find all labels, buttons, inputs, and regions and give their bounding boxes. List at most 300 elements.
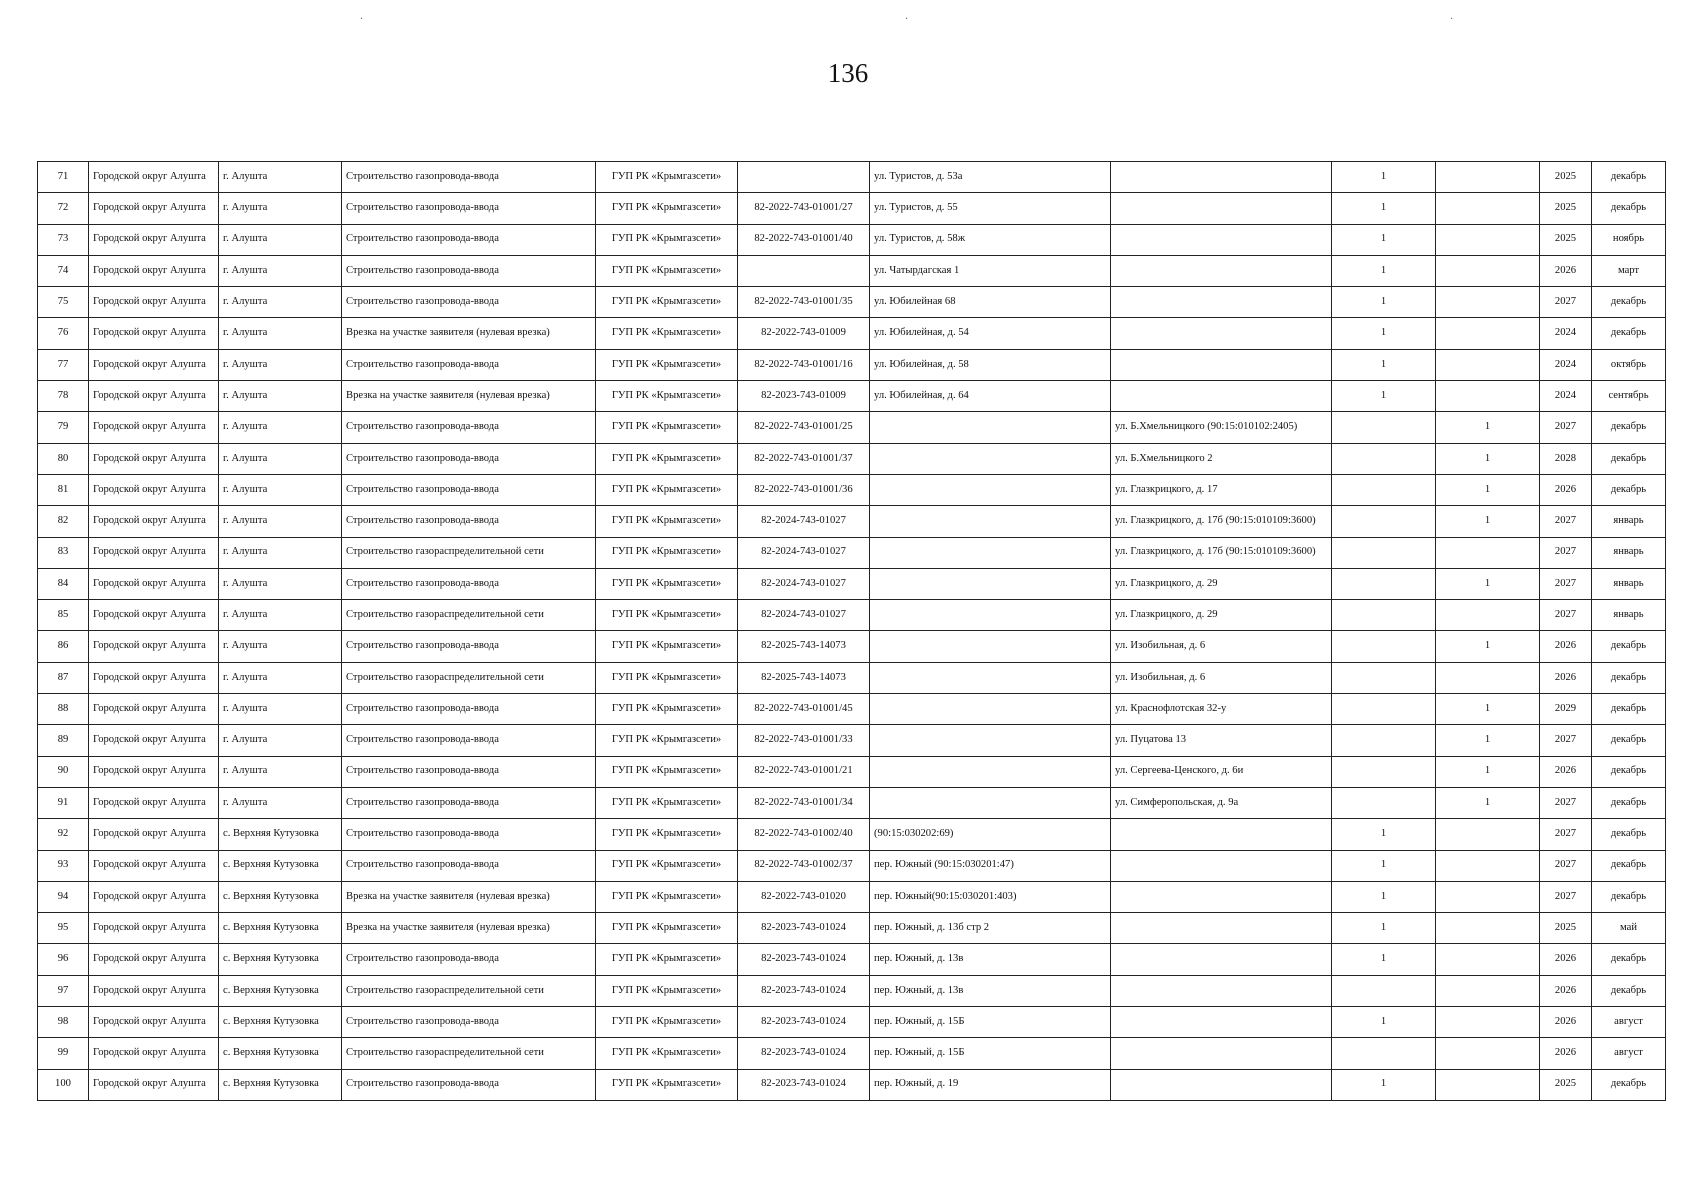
operator-cell: ГУП РК «Крымгазсети» <box>596 819 738 850</box>
address-cell <box>870 694 1111 725</box>
quantity-cell <box>1332 412 1436 443</box>
quantity-cell: 1 <box>1332 1007 1436 1038</box>
quantity-alt-cell <box>1436 975 1540 1006</box>
locality-cell: г. Алушта <box>219 349 342 380</box>
work-type-cell: Врезка на участке заявителя (нулевая врезка) <box>342 913 596 944</box>
row-number: 93 <box>38 850 89 881</box>
district-cell: Городской округ Алушта <box>89 756 219 787</box>
contract-number-cell: 82-2022-743-01002/37 <box>738 850 870 881</box>
row-number: 92 <box>38 819 89 850</box>
row-number: 79 <box>38 412 89 443</box>
quantity-cell: 1 <box>1332 287 1436 318</box>
quantity-alt-cell: 1 <box>1436 725 1540 756</box>
month-cell: май <box>1592 913 1666 944</box>
table-row <box>38 381 1666 412</box>
address-alt-cell <box>1111 881 1332 912</box>
contract-number-cell: 82-2022-743-01001/27 <box>738 193 870 224</box>
operator-cell: ГУП РК «Крымгазсети» <box>596 787 738 818</box>
quantity-alt-cell: 1 <box>1436 756 1540 787</box>
address-alt-cell <box>1111 1007 1332 1038</box>
table-row <box>38 443 1666 474</box>
month-cell: декабрь <box>1592 819 1666 850</box>
address-alt-cell: ул. Изобильная, д. 6 <box>1111 631 1332 662</box>
contract-number-cell: 82-2024-743-01027 <box>738 568 870 599</box>
quantity-alt-cell: 1 <box>1436 443 1540 474</box>
year-cell: 2024 <box>1540 381 1592 412</box>
year-cell: 2026 <box>1540 662 1592 693</box>
work-type-cell: Врезка на участке заявителя (нулевая врезка) <box>342 381 596 412</box>
operator-cell: ГУП РК «Крымгазсети» <box>596 193 738 224</box>
address-cell: ул. Юбилейная, д. 58 <box>870 349 1111 380</box>
year-cell: 2025 <box>1540 224 1592 255</box>
scan-speck: · <box>1450 14 1454 25</box>
work-type-cell: Строительство газопровода-ввода <box>342 1007 596 1038</box>
table-row <box>38 349 1666 380</box>
address-cell: ул. Туристов, д. 55 <box>870 193 1111 224</box>
address-cell: (90:15:030202:69) <box>870 819 1111 850</box>
contract-number-cell: 82-2023-743-01024 <box>738 944 870 975</box>
table-row <box>38 662 1666 693</box>
quantity-alt-cell <box>1436 287 1540 318</box>
address-cell <box>870 506 1111 537</box>
operator-cell: ГУП РК «Крымгазсети» <box>596 349 738 380</box>
work-type-cell: Строительство газопровода-ввода <box>342 193 596 224</box>
year-cell: 2027 <box>1540 725 1592 756</box>
work-type-cell: Строительство газораспределительной сети <box>342 975 596 1006</box>
quantity-alt-cell: 1 <box>1436 694 1540 725</box>
quantity-alt-cell <box>1436 1007 1540 1038</box>
address-alt-cell <box>1111 318 1332 349</box>
quantity-cell <box>1332 568 1436 599</box>
work-type-cell: Строительство газопровода-ввода <box>342 850 596 881</box>
year-cell: 2027 <box>1540 568 1592 599</box>
address-cell <box>870 631 1111 662</box>
contract-number-cell: 82-2025-743-14073 <box>738 631 870 662</box>
year-cell: 2026 <box>1540 944 1592 975</box>
quantity-cell: 1 <box>1332 819 1436 850</box>
address-cell <box>870 568 1111 599</box>
address-cell: пер. Южный, д. 15Б <box>870 1007 1111 1038</box>
work-type-cell: Строительство газораспределительной сети <box>342 662 596 693</box>
locality-cell: с. Верхняя Кутузовка <box>219 819 342 850</box>
operator-cell: ГУП РК «Крымгазсети» <box>596 255 738 286</box>
month-cell: декабрь <box>1592 412 1666 443</box>
contract-number-cell: 82-2024-743-01027 <box>738 537 870 568</box>
month-cell: август <box>1592 1038 1666 1069</box>
locality-cell: г. Алушта <box>219 318 342 349</box>
year-cell: 2027 <box>1540 600 1592 631</box>
table-row <box>38 1007 1666 1038</box>
contract-number-cell: 82-2022-743-01001/40 <box>738 224 870 255</box>
district-cell: Городской округ Алушта <box>89 568 219 599</box>
work-type-cell: Строительство газопровода-ввода <box>342 506 596 537</box>
address-alt-cell: ул. Б.Хмельницкого 2 <box>1111 443 1332 474</box>
quantity-alt-cell <box>1436 600 1540 631</box>
locality-cell: с. Верхняя Кутузовка <box>219 1069 342 1100</box>
district-cell: Городской округ Алушта <box>89 787 219 818</box>
table-row <box>38 850 1666 881</box>
address-cell: ул. Юбилейная, д. 64 <box>870 381 1111 412</box>
work-type-cell: Строительство газопровода-ввода <box>342 694 596 725</box>
district-cell: Городской округ Алушта <box>89 725 219 756</box>
operator-cell: ГУП РК «Крымгазсети» <box>596 600 738 631</box>
year-cell: 2026 <box>1540 255 1592 286</box>
contract-number-cell: 82-2022-743-01001/16 <box>738 349 870 380</box>
quantity-alt-cell: 1 <box>1436 412 1540 443</box>
quantity-alt-cell <box>1436 819 1540 850</box>
district-cell: Городской округ Алушта <box>89 944 219 975</box>
year-cell: 2026 <box>1540 1007 1592 1038</box>
district-cell: Городской округ Алушта <box>89 255 219 286</box>
locality-cell: с. Верхняя Кутузовка <box>219 881 342 912</box>
quantity-alt-cell: 1 <box>1436 474 1540 505</box>
row-number: 75 <box>38 287 89 318</box>
quantity-cell: 1 <box>1332 381 1436 412</box>
operator-cell: ГУП РК «Крымгазсети» <box>596 881 738 912</box>
quantity-cell <box>1332 537 1436 568</box>
operator-cell: ГУП РК «Крымгазсети» <box>596 412 738 443</box>
locality-cell: с. Верхняя Кутузовка <box>219 975 342 1006</box>
district-cell: Городской округ Алушта <box>89 193 219 224</box>
operator-cell: ГУП РК «Крымгазсети» <box>596 474 738 505</box>
quantity-cell: 1 <box>1332 913 1436 944</box>
address-alt-cell: ул. Глазкрицкого, д. 17б (90:15:010109:3600) <box>1111 506 1332 537</box>
quantity-cell <box>1332 975 1436 1006</box>
table-row <box>38 725 1666 756</box>
locality-cell: г. Алушта <box>219 506 342 537</box>
table-row <box>38 881 1666 912</box>
quantity-cell <box>1332 787 1436 818</box>
work-type-cell: Строительство газопровода-ввода <box>342 255 596 286</box>
row-number: 97 <box>38 975 89 1006</box>
year-cell: 2026 <box>1540 756 1592 787</box>
district-cell: Городской округ Алушта <box>89 631 219 662</box>
quantity-cell: 1 <box>1332 850 1436 881</box>
address-alt-cell: ул. Б.Хмельницкого (90:15:010102:2405) <box>1111 412 1332 443</box>
address-alt-cell: ул. Изобильная, д. 6 <box>1111 662 1332 693</box>
month-cell: январь <box>1592 568 1666 599</box>
quantity-cell: 1 <box>1332 881 1436 912</box>
row-number: 88 <box>38 694 89 725</box>
table-row <box>38 600 1666 631</box>
table-row <box>38 756 1666 787</box>
month-cell: декабрь <box>1592 662 1666 693</box>
address-alt-cell <box>1111 287 1332 318</box>
district-cell: Городской округ Алушта <box>89 381 219 412</box>
address-alt-cell: ул. Глазкрицкого, д. 17б (90:15:010109:3600) <box>1111 537 1332 568</box>
address-cell: ул. Туристов, д. 53а <box>870 162 1111 193</box>
address-cell: ул. Юбилейная, д. 54 <box>870 318 1111 349</box>
table-row <box>38 193 1666 224</box>
quantity-alt-cell <box>1436 162 1540 193</box>
contract-number-cell: 82-2023-743-01024 <box>738 975 870 1006</box>
table-row <box>38 1038 1666 1069</box>
district-cell: Городской округ Алушта <box>89 318 219 349</box>
address-alt-cell <box>1111 162 1332 193</box>
address-alt-cell <box>1111 1038 1332 1069</box>
district-cell: Городской округ Алушта <box>89 819 219 850</box>
year-cell: 2027 <box>1540 506 1592 537</box>
contract-number-cell: 82-2023-743-01009 <box>738 381 870 412</box>
operator-cell: ГУП РК «Крымгазсети» <box>596 1038 738 1069</box>
table-row <box>38 412 1666 443</box>
locality-cell: с. Верхняя Кутузовка <box>219 850 342 881</box>
table-row <box>38 255 1666 286</box>
quantity-cell <box>1332 474 1436 505</box>
row-number: 85 <box>38 600 89 631</box>
operator-cell: ГУП РК «Крымгазсети» <box>596 318 738 349</box>
district-cell: Городской округ Алушта <box>89 224 219 255</box>
quantity-cell: 1 <box>1332 349 1436 380</box>
year-cell: 2027 <box>1540 412 1592 443</box>
address-cell: пер. Южный(90:15:030201:403) <box>870 881 1111 912</box>
table-row <box>38 474 1666 505</box>
district-cell: Городской округ Алушта <box>89 349 219 380</box>
operator-cell: ГУП РК «Крымгазсети» <box>596 850 738 881</box>
work-type-cell: Строительство газопровода-ввода <box>342 1069 596 1100</box>
operator-cell: ГУП РК «Крымгазсети» <box>596 944 738 975</box>
quantity-alt-cell <box>1436 1069 1540 1100</box>
year-cell: 2026 <box>1540 474 1592 505</box>
quantity-alt-cell <box>1436 193 1540 224</box>
quantity-alt-cell <box>1436 850 1540 881</box>
row-number: 80 <box>38 443 89 474</box>
month-cell: декабрь <box>1592 193 1666 224</box>
quantity-cell: 1 <box>1332 224 1436 255</box>
month-cell: октябрь <box>1592 349 1666 380</box>
address-alt-cell <box>1111 349 1332 380</box>
row-number: 86 <box>38 631 89 662</box>
work-type-cell: Строительство газопровода-ввода <box>342 443 596 474</box>
address-alt-cell <box>1111 381 1332 412</box>
district-cell: Городской округ Алушта <box>89 600 219 631</box>
table-row <box>38 944 1666 975</box>
row-number: 91 <box>38 787 89 818</box>
month-cell: декабрь <box>1592 694 1666 725</box>
row-number: 71 <box>38 162 89 193</box>
row-number: 72 <box>38 193 89 224</box>
quantity-cell: 1 <box>1332 944 1436 975</box>
year-cell: 2024 <box>1540 349 1592 380</box>
table-row <box>38 224 1666 255</box>
row-number: 99 <box>38 1038 89 1069</box>
year-cell: 2025 <box>1540 1069 1592 1100</box>
address-cell: пер. Южный, д. 19 <box>870 1069 1111 1100</box>
address-alt-cell <box>1111 913 1332 944</box>
quantity-cell <box>1332 694 1436 725</box>
month-cell: декабрь <box>1592 162 1666 193</box>
operator-cell: ГУП РК «Крымгазсети» <box>596 162 738 193</box>
operator-cell: ГУП РК «Крымгазсети» <box>596 443 738 474</box>
table-row <box>38 694 1666 725</box>
district-cell: Городской округ Алушта <box>89 881 219 912</box>
operator-cell: ГУП РК «Крымгазсети» <box>596 725 738 756</box>
page-number: 136 <box>827 58 869 88</box>
operator-cell: ГУП РК «Крымгазсети» <box>596 694 738 725</box>
work-type-cell: Строительство газопровода-ввода <box>342 474 596 505</box>
contract-number-cell: 82-2022-743-01001/37 <box>738 443 870 474</box>
work-type-cell: Строительство газопровода-ввода <box>342 819 596 850</box>
month-cell: декабрь <box>1592 725 1666 756</box>
locality-cell: г. Алушта <box>219 255 342 286</box>
locality-cell: г. Алушта <box>219 474 342 505</box>
address-cell: ул. Туристов, д. 58ж <box>870 224 1111 255</box>
work-type-cell: Строительство газопровода-ввода <box>342 787 596 818</box>
month-cell: январь <box>1592 537 1666 568</box>
work-type-cell: Строительство газопровода-ввода <box>342 349 596 380</box>
quantity-alt-cell <box>1436 662 1540 693</box>
locality-cell: г. Алушта <box>219 224 342 255</box>
district-cell: Городской округ Алушта <box>89 474 219 505</box>
contract-number-cell: 82-2022-743-01009 <box>738 318 870 349</box>
district-cell: Городской округ Алушта <box>89 537 219 568</box>
address-alt-cell: ул. Пуцатова 13 <box>1111 725 1332 756</box>
address-cell <box>870 443 1111 474</box>
district-cell: Городской округ Алушта <box>89 162 219 193</box>
address-alt-cell <box>1111 850 1332 881</box>
year-cell: 2027 <box>1540 819 1592 850</box>
quantity-cell: 1 <box>1332 193 1436 224</box>
contract-number-cell: 82-2024-743-01027 <box>738 600 870 631</box>
locality-cell: г. Алушта <box>219 381 342 412</box>
quantity-cell: 1 <box>1332 162 1436 193</box>
locality-cell: г. Алушта <box>219 412 342 443</box>
address-cell: ул. Чатырдагская 1 <box>870 255 1111 286</box>
year-cell: 2027 <box>1540 287 1592 318</box>
address-cell: пер. Южный, д. 13в <box>870 975 1111 1006</box>
row-number: 78 <box>38 381 89 412</box>
work-type-cell: Строительство газопровода-ввода <box>342 568 596 599</box>
address-cell <box>870 537 1111 568</box>
month-cell: декабрь <box>1592 631 1666 662</box>
month-cell: декабрь <box>1592 318 1666 349</box>
district-cell: Городской округ Алушта <box>89 1069 219 1100</box>
row-number: 94 <box>38 881 89 912</box>
locality-cell: г. Алушта <box>219 193 342 224</box>
contract-number-cell: 82-2022-743-01001/35 <box>738 287 870 318</box>
address-cell <box>870 412 1111 443</box>
locality-cell: г. Алушта <box>219 631 342 662</box>
quantity-cell <box>1332 631 1436 662</box>
contract-number-cell: 82-2023-743-01024 <box>738 913 870 944</box>
address-cell <box>870 662 1111 693</box>
works-table <box>37 161 1666 1101</box>
contract-number-cell: 82-2023-743-01024 <box>738 1038 870 1069</box>
address-alt-cell: ул. Глазкрицкого, д. 29 <box>1111 568 1332 599</box>
quantity-alt-cell <box>1436 255 1540 286</box>
month-cell: декабрь <box>1592 756 1666 787</box>
contract-number-cell: 82-2022-743-01001/34 <box>738 787 870 818</box>
operator-cell: ГУП РК «Крымгазсети» <box>596 224 738 255</box>
operator-cell: ГУП РК «Крымгазсети» <box>596 287 738 318</box>
table-row <box>38 506 1666 537</box>
quantity-cell <box>1332 1038 1436 1069</box>
year-cell: 2024 <box>1540 318 1592 349</box>
quantity-alt-cell <box>1436 881 1540 912</box>
address-alt-cell: ул. Глазкрицкого, д. 29 <box>1111 600 1332 631</box>
quantity-alt-cell: 1 <box>1436 631 1540 662</box>
quantity-alt-cell <box>1436 381 1540 412</box>
row-number: 73 <box>38 224 89 255</box>
address-alt-cell <box>1111 255 1332 286</box>
address-cell: пер. Южный, д. 13в <box>870 944 1111 975</box>
contract-number-cell: 82-2022-743-01001/33 <box>738 725 870 756</box>
year-cell: 2026 <box>1540 1038 1592 1069</box>
row-number: 89 <box>38 725 89 756</box>
quantity-alt-cell: 1 <box>1436 787 1540 818</box>
quantity-cell: 1 <box>1332 255 1436 286</box>
locality-cell: с. Верхняя Кутузовка <box>219 913 342 944</box>
contract-number-cell: 82-2022-743-01001/21 <box>738 756 870 787</box>
month-cell: декабрь <box>1592 850 1666 881</box>
operator-cell: ГУП РК «Крымгазсети» <box>596 506 738 537</box>
month-cell: январь <box>1592 506 1666 537</box>
work-type-cell: Строительство газораспределительной сети <box>342 600 596 631</box>
address-alt-cell: ул. Сергеева-Ценского, д. 6и <box>1111 756 1332 787</box>
month-cell: декабрь <box>1592 881 1666 912</box>
month-cell: декабрь <box>1592 287 1666 318</box>
year-cell: 2027 <box>1540 881 1592 912</box>
quantity-cell <box>1332 443 1436 474</box>
quantity-alt-cell <box>1436 349 1540 380</box>
contract-number-cell: 82-2023-743-01024 <box>738 1069 870 1100</box>
locality-cell: г. Алушта <box>219 537 342 568</box>
district-cell: Городской округ Алушта <box>89 412 219 443</box>
month-cell: декабрь <box>1592 975 1666 1006</box>
month-cell: сентябрь <box>1592 381 1666 412</box>
work-type-cell: Строительство газопровода-ввода <box>342 412 596 443</box>
row-number: 95 <box>38 913 89 944</box>
quantity-alt-cell <box>1436 537 1540 568</box>
contract-number-cell: 82-2022-743-01002/40 <box>738 819 870 850</box>
quantity-cell <box>1332 506 1436 537</box>
locality-cell: г. Алушта <box>219 568 342 599</box>
contract-number-cell <box>738 255 870 286</box>
address-cell <box>870 600 1111 631</box>
row-number: 98 <box>38 1007 89 1038</box>
contract-number-cell <box>738 162 870 193</box>
district-cell: Городской округ Алушта <box>89 913 219 944</box>
work-type-cell: Строительство газопровода-ввода <box>342 631 596 662</box>
quantity-alt-cell <box>1436 913 1540 944</box>
row-number: 100 <box>38 1069 89 1100</box>
table-row <box>38 162 1666 193</box>
quantity-alt-cell <box>1436 224 1540 255</box>
address-alt-cell <box>1111 819 1332 850</box>
contract-number-cell: 82-2022-743-01001/25 <box>738 412 870 443</box>
table-row <box>38 318 1666 349</box>
district-cell: Городской округ Алушта <box>89 506 219 537</box>
locality-cell: г. Алушта <box>219 787 342 818</box>
quantity-cell <box>1332 662 1436 693</box>
contract-number-cell: 82-2024-743-01027 <box>738 506 870 537</box>
operator-cell: ГУП РК «Крымгазсети» <box>596 913 738 944</box>
quantity-alt-cell <box>1436 318 1540 349</box>
quantity-alt-cell: 1 <box>1436 506 1540 537</box>
district-cell: Городской округ Алушта <box>89 1038 219 1069</box>
district-cell: Городской округ Алушта <box>89 1007 219 1038</box>
table-row <box>38 631 1666 662</box>
locality-cell: г. Алушта <box>219 443 342 474</box>
address-cell: пер. Южный, д. 13б стр 2 <box>870 913 1111 944</box>
operator-cell: ГУП РК «Крымгазсети» <box>596 975 738 1006</box>
contract-number-cell: 82-2023-743-01024 <box>738 1007 870 1038</box>
address-cell <box>870 474 1111 505</box>
month-cell: декабрь <box>1592 474 1666 505</box>
address-cell: ул. Юбилейная 68 <box>870 287 1111 318</box>
operator-cell: ГУП РК «Крымгазсети» <box>596 381 738 412</box>
table-row <box>38 913 1666 944</box>
